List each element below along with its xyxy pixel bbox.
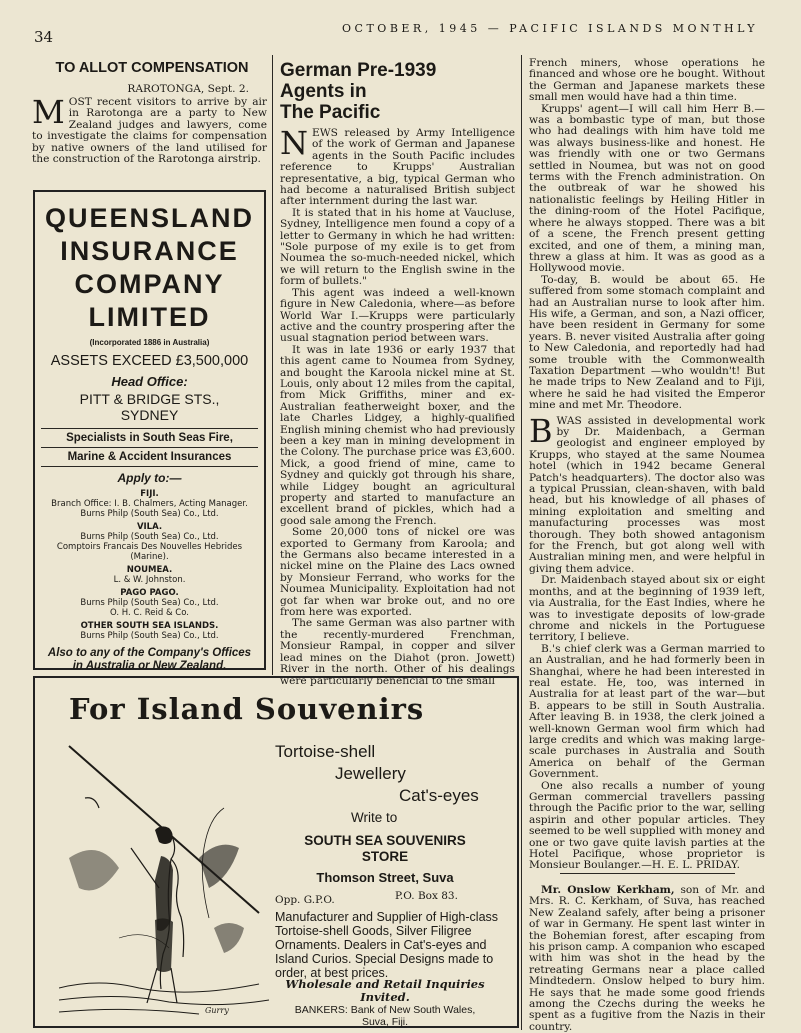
souvenirs-line-3: Cat's-eyes	[399, 786, 479, 805]
bankers-1: BANKERS: Bank of New South Wales,	[294, 1004, 476, 1016]
german-title	[280, 60, 515, 123]
fiji-agent-2: Burns Philp (South Sea) Co., Ltd.	[80, 509, 219, 519]
also-offices: Also to any of the Company's Offices in Australia or New Zealand.	[47, 647, 252, 672]
pago-heading: PAGO PAGO.	[120, 588, 179, 598]
kerkham-item	[529, 885, 765, 1033]
souvenirs-line-1: Tortoise-shell	[275, 742, 376, 761]
other-heading: OTHER SOUTH SEA ISLANDS.	[80, 621, 219, 631]
compensation-dateline: RAROTONGA, Sept. 2.	[127, 83, 249, 95]
german-p6: The same German was also partner with the recently-murdered Frenchman, Monsieur Rampal, in copper and silver lead mines on the Diahot (pron. Jowett) River in the north. Other of his dealings were particularly beneficial to the small	[280, 617, 515, 687]
german-c3-p6: B.'s chief clerk was a German married to an Australian, and he had formerly been in Shanghai, where he had been interested in real estate. He, too, was interned in Australia for at least part of the war—but B. appears to be still in South Australia. After leaving B. in 1938, the clerk joined a well-known German wool firm which had large credits and which was making large-scale purchases in Australia and South America on behalf of the German Government.	[529, 642, 765, 781]
ad-line-3: COMPANY	[74, 269, 225, 299]
store-name-2: STORE	[361, 849, 409, 864]
ad-line-2: INSURANCE	[60, 236, 239, 266]
po-box: P.O. Box 83.	[395, 890, 458, 902]
section-divider	[560, 873, 735, 874]
page-number: 34	[34, 28, 54, 46]
german-p3: This agent was indeed a well-known figure in New Caledonia, where—as before World War I.—Krupps were particularly active and the country prospering after the usual stagnation period between wars.	[280, 286, 515, 345]
souvenirs-ad	[33, 676, 519, 1028]
store-name	[275, 833, 495, 865]
fiji-agent-1: Branch Office: I. B. Chalmers, Acting Manager.	[51, 499, 248, 509]
store-name-1: SOUTH SEA SOUVENIRS	[304, 833, 466, 848]
store-description: Manufacturer and Supplier of High-class Tortoise-shell Goods, Silver Filigree Ornaments. Dealers in Cat's-eyes and Island Curios. Special Designs made to order, at best prices.	[275, 910, 499, 980]
ad-line-4: LIMITED	[88, 302, 211, 332]
german-p2: It is stated that in his home at Vaucluse, Sydney, Intelligence men found a copy of a letter to Germany in which he had written: "Sole purpose of my exile is to get from Noumea the so-much-needed nickel, which we will return to the English swine in the form of bullets."	[280, 206, 515, 288]
german-title-1: German Pre-1939	[280, 60, 437, 81]
vila-agent-2: Comptoirs Francais Des Nouvelles Hebrides (Marine).	[56, 542, 243, 562]
other-agent: Burns Philp (South Sea) Co., Ltd.	[80, 631, 219, 641]
kerkham-name: Mr. Onslow Kerkham,	[541, 884, 675, 896]
german-p4: It was in late 1936 or early 1937 that this agent came to Noumea from Sydney, and bought the Karoola nickel mine at St. Louis, only about 12 miles from the capital, from Mick Griffiths, miner and ex-Australian featherweight boxer, and the late Charles Lidgey, a highly-qualified English mining chemist who had previously been a key man in mining development in the Colony. The purchase price was £3,600. Mick, a good friend of mine, came to Sydney and quickly got through his share, while Lidgey bought an agricultural property and started to manufacture an excellent brand of pickles, which had a good sale among the French.	[280, 343, 515, 527]
german-p5: Some 20,000 tons of nickel ore was exported to Germany from Karoola; and the Germans also became interested in a nickel mine on the Plaine des Lacs owned by Monsieur Ferrand, who works for the Noumea Municipality. Exploitation had not got far when war broke out, and no ore from here was exported.	[280, 526, 515, 619]
german-c3-p3: To-day, B. would be about 65. He suffered from some stomach complaint and had an Australian nurse to look after him. His wife, a German, and son, a Nazi officer, have been resident in Germany for some years. B. never visited Australia after going to New Caledonia, and reportedly had had some trouble with the Commonwealth Taxation Department —who wouldn't! But he made trips to New Zealand and to Fiji, where he said he had visited the Emperor mine and met Mr. Theodore.	[529, 273, 765, 412]
compensation-body	[32, 93, 267, 166]
apply-to: Apply to:—	[117, 471, 182, 485]
ad-line-1: QUEENSLAND	[44, 203, 254, 233]
souvenirs-headline: For Island Souvenirs	[69, 692, 425, 726]
noumea-agent: L. & W. Johnston.	[113, 575, 186, 585]
address-line-1: PITT & BRIDGE STS.,	[79, 391, 220, 407]
german-title-3: The Pacific	[280, 102, 381, 123]
compensation-text: OST recent visitors to arrive by air in Rarotonga are a party to New Zealand judges and lawyers, come to investigate the claims for compensation by native owners of the land utilised for the construction of the Rarotonga airstrip.	[32, 96, 267, 166]
german-title-2: Agents in	[280, 81, 367, 102]
fiji-heading: FIJI.	[140, 489, 159, 499]
spear-fisherman-illustration	[59, 738, 279, 1023]
incorporated: (Incorporated 1886 in Australia)	[89, 338, 210, 347]
german-c3-p4: WAS assisted in developmental work by Dr. Maidenbach, a German geologist and engineer employed by Krupps, who stayed at the same Noumea hotel (which in 1942 became General Patch's headquarters). The doctor also was a typical Prussian, clean-shaven, with bald head, but his knowledge of all phases of mining exploitation and smelting and manufacturing processes was most thorough. They both showed antagonism for the French, but got along well with Australian mining men, and were helpful in giving them advice.	[529, 414, 765, 575]
noumea-heading: NOUMEA.	[126, 565, 173, 575]
german-c3-p1: French miners, whose operations he financed and whose ore he bought. Without the German and Japanese markets these small men would have had a thin time.	[529, 57, 765, 104]
assets: ASSETS EXCEED £3,500,000	[50, 353, 249, 369]
kerkham-text: son of Mr. and Mrs. R. C. Kerkham, of Suva, has reached New Zealand safely, after being a prisoner of war in Germany. He spent last winter in the Bohemian forest, after escaping from his prison camp. A companion who escaped with him was shot in the head by the retreating Germans near a place called Mindtedern. Onslow helped to bury him. He says that he made some good friends among the Czechs during the weeks he spent as a fugitive from the Nazis in their country.	[529, 884, 765, 1033]
german-c3-p2: Krupps' agent—I will call him Herr B.—was a bombastic type of man, but those who had dealings with him have told me was always business-like and honest. He was friendly with one or two Germans settled in Noumea, but was not on good terms with the French administration. On the outbreak of war he showed his nationalistic feelings by Heiling Hitler in the dining-room of the Hotel Pacifique, where he always stopped. There was a bit of a scene, the French present getting excited, and one of them, a mining man, threw a glass at him. It was as good as a Hollywood movie.	[529, 102, 765, 275]
drop-cap-n: N	[280, 124, 308, 162]
head-office-label: Head Office:	[111, 374, 188, 389]
compensation-title: TO ALLOT COMPENSATION	[55, 60, 249, 76]
column-rule-1	[272, 55, 273, 675]
german-c3-p7: One also recalls a number of young German commercial travellers passing through the Pacific prior to the war, selling aspirin and other popular articles. They seemed to be well supplied with money and one or two gave quite lavish parties at the Hotel Pacifique, whose proprietor is Monsieur Boulanger.—H. E. L. PRIDAY.	[529, 779, 765, 872]
agents-list	[35, 489, 264, 641]
souvenirs-line-2: Jewellery	[335, 764, 406, 783]
pago-agent-1: Burns Philp (South Sea) Co., Ltd.	[80, 598, 219, 608]
address-line-2: SYDNEY	[120, 407, 179, 423]
german-c3-p5: Dr. Maidenbach stayed about six or eight months, and at the beginning of 1939 left, via Australia, for the East Indies, where he was to investigate deposits of low-grade chrome and nickels in the Portuguese territory, I believe.	[529, 574, 765, 644]
store-street: Thomson Street, Suva	[316, 870, 454, 885]
bankers	[275, 1004, 495, 1028]
german-article-col3	[529, 58, 765, 872]
running-header: OCTOBER, 1945 — PACIFIC ISLANDS MONTHLY	[342, 22, 758, 35]
artist-signature: Gurry	[205, 1006, 229, 1015]
specialists-1: Specialists in South Seas Fire,	[66, 432, 233, 444]
wholesale-inquiries: Wholesale and Retail Inquiries Invited.	[285, 977, 485, 1004]
column-rule-2	[521, 55, 522, 1030]
queensland-insurance-ad	[33, 190, 266, 670]
vila-agent-1: Burns Philp (South Sea) Co., Ltd.	[80, 532, 219, 542]
pago-agent-2: O. H. C. Reid & Co.	[110, 608, 189, 618]
write-to: Write to	[351, 810, 398, 825]
vila-heading: VILA.	[136, 522, 163, 532]
bankers-2: Suva, Fiji.	[361, 1016, 409, 1028]
drop-cap: M	[32, 93, 65, 131]
opp-gpo: Opp. G.P.O.	[275, 894, 335, 906]
german-p1: EWS released by Army Intelligence of the work of German and Japanese agents in the South Pacific includes reference to Krupps' Australian representative, a big, typical German who had become a naturalised British subject after internment during the last war.	[280, 127, 515, 208]
specialists-2: Marine & Accident Insurances	[67, 451, 232, 463]
drop-cap-b: B	[529, 411, 553, 450]
german-article-col2	[280, 124, 515, 687]
